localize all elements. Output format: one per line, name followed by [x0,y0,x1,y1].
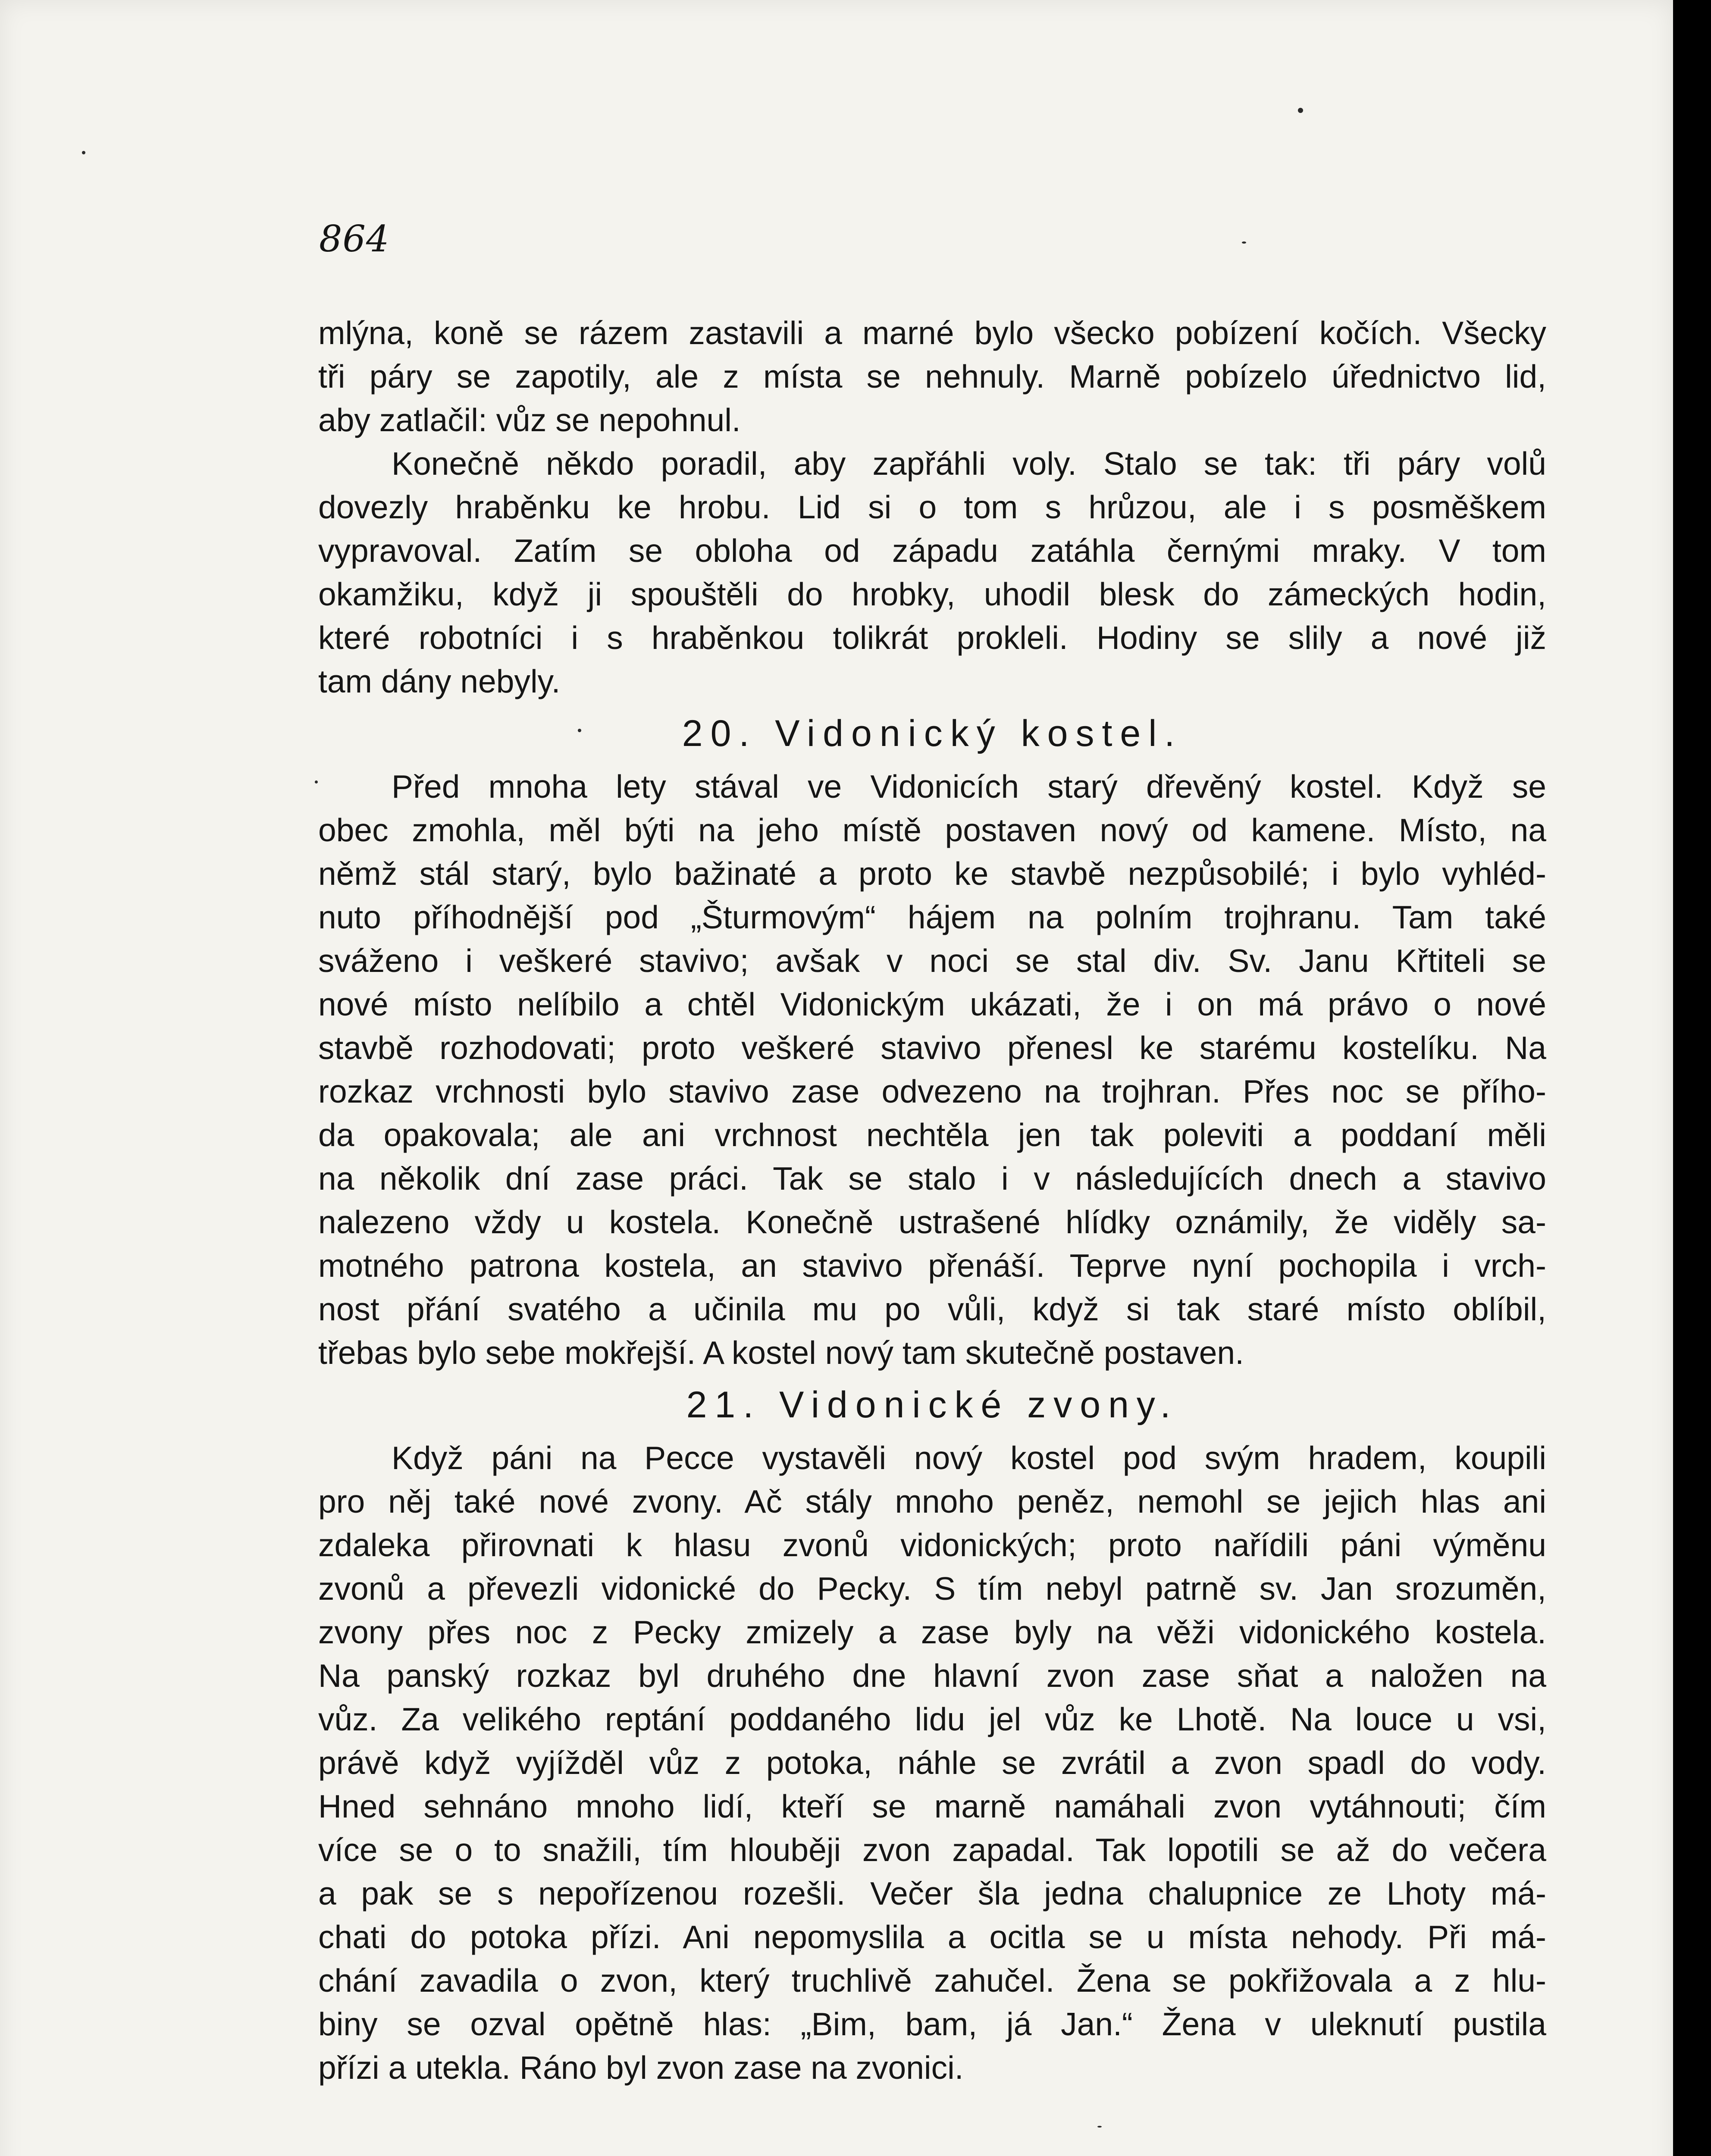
text-line: a pak se s nepořízenou rozešli. Večer šla jedna chalupnice ze Lhoty má- [318,1875,1546,1912]
text-line: zdaleka přirovnati k hlasu zvonů vidonických; proto nařídili páni výměnu [318,1527,1546,1563]
scan-speck [1097,2126,1102,2128]
text-line: zvony přes noc z Pecky zmizely a zase byly na věži vidonického kostela. [318,1614,1546,1650]
text-line: Na panský rozkaz byl druhého dne hlavní zvon zase sňat a naložen na [318,1658,1546,1694]
text-line: stavbě rozhodovati; proto veškeré stavivo přenesl ke starému kostelíku. Na [318,1030,1546,1066]
text-line: da opakovala; ale ani vrchnost nechtěla jen tak poleviti a poddaní měli [318,1117,1546,1153]
paragraph-section-21 [318,1436,1546,2090]
text-line: chati do potoka přízi. Ani nepomyslila a ocitla se u místa nehody. Při má- [318,1919,1546,1955]
section-heading-21: 21. Vidonické zvony. [686,1384,1178,1426]
text-line: Hned sehnáno mnoho lidí, kteří se marně namáhali zvon vytáhnouti; čím [318,1788,1546,1824]
text-line: tam dány nebyly. [318,663,561,699]
page-text [318,311,1546,2090]
text-line: dovezly hraběnku ke hrobu. Lid si o tom s hrůzou, ale i s posměškem [318,489,1546,525]
scan-speck [578,729,581,732]
text-line: rozkaz vrchnosti bylo stavivo zase odvezeno na trojhran. Přes noc se přího- [318,1073,1546,1109]
text-line: nuto příhodnější pod „Šturmovým“ hájem na polním trojhranu. Tam také [318,899,1546,935]
text-line: tři páry se zapotily, ale z místa se nehnuly. Marně pobízelo úřednictvo lid, [318,358,1546,395]
text-line: zvonů a převezli vidonické do Pecky. S tím nebyl patrně sv. Jan srozuměn, [318,1570,1546,1607]
text-line: na několik dní zase práci. Tak se stalo i v následujících dnech a stavivo [318,1160,1546,1197]
scan-speck [1298,108,1303,113]
text-line: právě když vyjížděl vůz z potoka, náhle se zvrátil a zvon spadl do vody. [318,1745,1546,1781]
text-line: nost přání svatého a učinila mu po vůli, když si tak staré místo oblíbil, [318,1291,1546,1327]
text-line: mlýna, koně se rázem zastavili a marné bylo všecko pobízení kočích. Všecky [318,315,1546,351]
paragraph-continuation [318,311,1546,442]
text-line: třebas bylo sebe mokřejší. A kostel nový tam skutečně postaven. [318,1335,1244,1371]
text-line: motného patrona kostela, an stavivo přenáší. Teprve nyní pochopila i vrch- [318,1247,1546,1284]
scan-speck [315,780,318,783]
text-line: Před mnoha lety stával ve Vidonicích starý dřevěný kostel. Když se [392,768,1546,805]
text-line: nalezeno vždy u kostela. Konečně ustrašené hlídky oznámily, že viděly sa- [318,1204,1546,1240]
text-line: vůz. Za velikého reptání poddaného lidu jel vůz ke Lhotě. Na louce u vsi, [318,1701,1546,1737]
text-line: které robotníci i s hraběnkou tolikrát prokleli. Hodiny se slily a nové již [318,620,1546,656]
text-line: obec zmohla, měl býti na jeho místě postaven nový od kamene. Místo, na [318,812,1546,848]
text-line: chání zavadila o zvon, který truchlivě zahučel. Žena se pokřižovala a z hlu- [318,1962,1546,1999]
text-line: vypravoval. Zatím se obloha od západu zatáhla černými mraky. V tom [318,533,1546,569]
text-line: sváženo i veškeré stavivo; avšak v noci se stal div. Sv. Janu Křtiteli se [318,943,1546,979]
text-line: biny se ozval opětně hlas: „Bim, bam, já Jan.“ Žena v uleknutí pustila [318,2006,1546,2042]
text-line: němž stál starý, bylo bažinaté a proto ke stavbě nezpůsobilé; i bylo vyhléd- [318,856,1546,892]
text-line: pro něj také nové zvony. Ač stály mnoho peněz, nemohl se jejich hlas ani [318,1483,1546,1520]
text-line: Konečně někdo poradil, aby zapřáhli voly. Stalo se tak: tři páry volů [392,445,1546,482]
text-line: více se o to snažili, tím hlouběji zvon zapadal. Tak lopotili se až do večera [318,1832,1546,1868]
text-line: aby zatlačil: vůz se nepohnul. [318,402,741,438]
text-line: Když páni na Pecce vystavěli nový kostel pod svým hradem, koupili [392,1440,1546,1476]
text-line: nové místo nelíbilo a chtěl Vidonickým ukázati, že i on má právo o nové [318,986,1546,1022]
paragraph-section-20 [318,765,1546,1375]
text-line: přízi a utekla. Ráno byl zvon zase na zvonici. [318,2049,964,2086]
paragraph-burial [318,442,1546,703]
scan-speck [1242,241,1246,244]
text-line: okamžiku, když ji spouštěli do hrobky, uhodil blesk do zámeckých hodin, [318,576,1546,612]
section-heading-20: 20. Vidonický kostel. [682,713,1183,754]
scan-speck [82,151,85,154]
page-number: 864 [319,218,390,260]
